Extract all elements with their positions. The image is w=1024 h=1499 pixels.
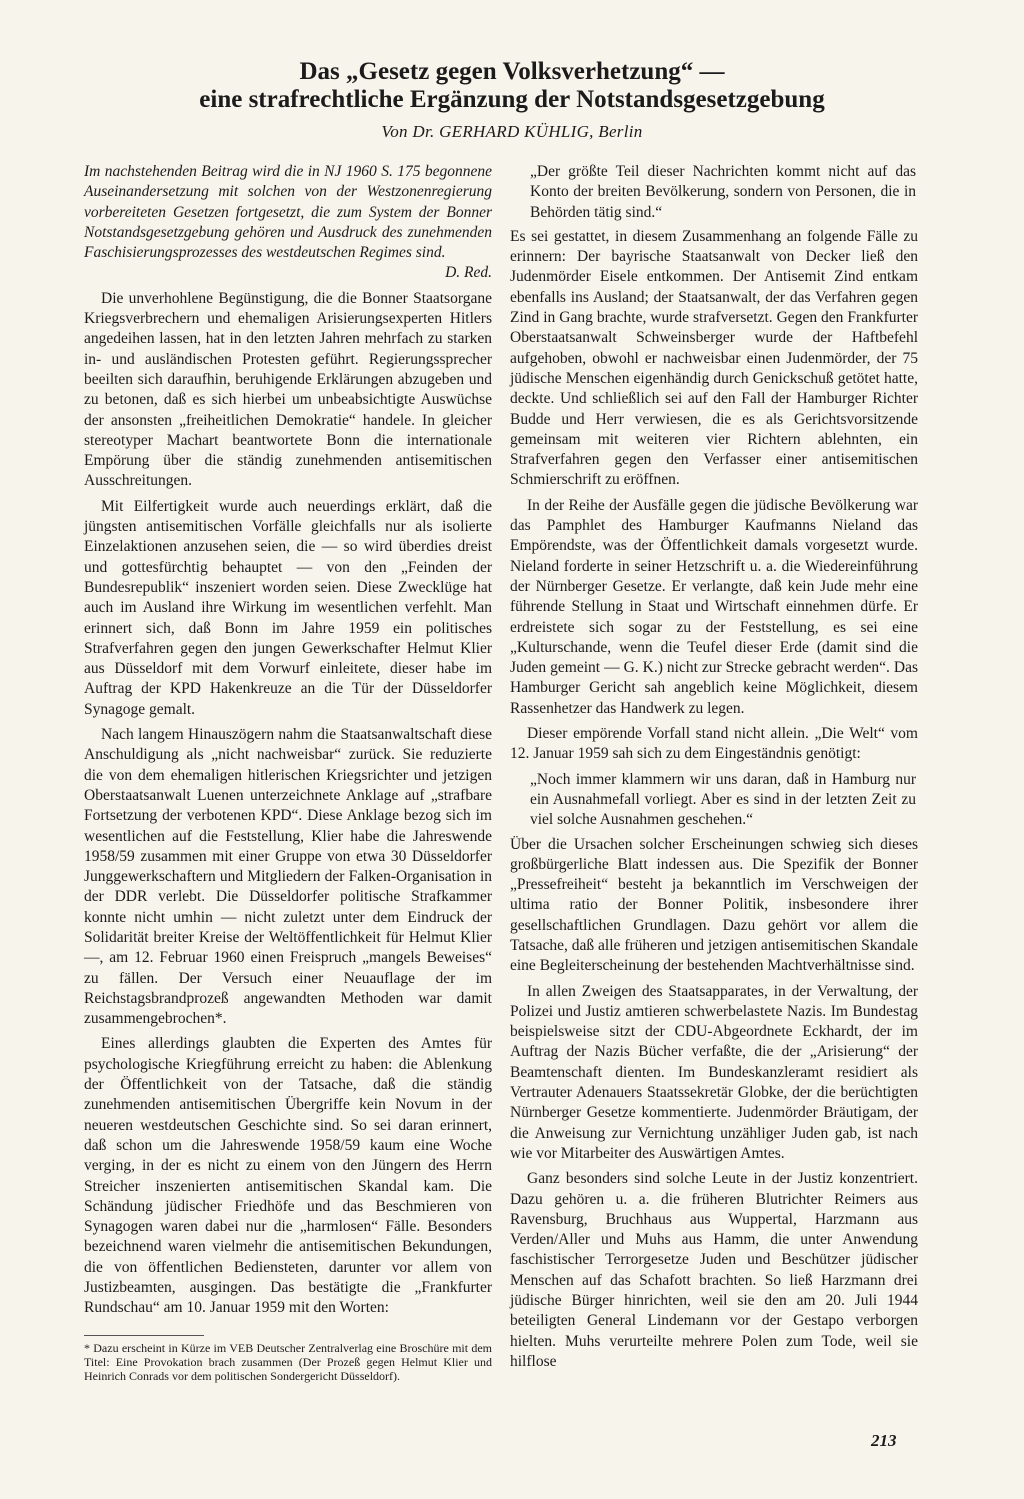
paragraph: Dieser empörende Vorfall stand nicht allein. „Die Welt“ vom 12. Januar 1959 sah sich zu dem Eingeständnis genötigt:	[510, 725, 918, 763]
paragraph: Ganz besonders sind solche Leute in der Justiz konzentriert. Dazu gehören u. a. die früheren Blutrichter Reimers aus Ravensburg, Bruchhaus aus Wuppertal, Harzmann aus Verden/Aller und Muhs aus Hamm, die unter Anwendung faschistischer Terrorgesetze Juden und Beschützer jüdischer Menschen auf das Schafott brachten. So ließ Harzmann drei jüdische Bürger hinrichten, weil sie den am 20. Juli 1944 beteiligten General Lindemann vor der Gestapo verborgen hielten. Muhs verurteilte mehrere Polen zum Tode, weil sie hilflose	[510, 1170, 918, 1370]
paragraph: Eines allerdings glaubten die Experten des Amtes für psychologische Kriegführung erreicht zu haben: die Ablenkung der Öffentlichkeit von der Tatsache, daß die ständig zunehmenden antisemitischen Übergriffe kein Novum in der neueren westdeutschen Geschichte sind. So sei daran erinnert, daß schon um die Jahreswende 1958/59 kaum eine Woche verging, in der es nicht zu einem von den Jüngern des Herrn Streicher inszenierten antisemitischen Skandal kam. Die Schändung jüdischer Friedhöfe und das Beschmieren von Synagogen waren dabei nur die „harmlosen“ Fälle. Besonders bezeichnend waren vielmehr die antisemitischen Bekundungen, die von öffentlichen Bediensteten, darunter vor allem von Justizbeamten, ausgingen. Das bestätigte die „Frankfurter Rundschau“ am 10. Januar 1959 mit den Worten:	[84, 1035, 492, 1317]
paragraph: In der Reihe der Ausfälle gegen die jüdische Bevölkerung war das Pamphlet des Hamburger Kaufmanns Nieland das Empörendste, was der Öffentlichkeit damals vorgesetzt wurde. Nieland forderte in seiner Hetzschrift u. a. die Wiedereinführung der Nürnberger Gesetze. Er verlangte, daß kein Jude mehr eine führende Stellung in Staat und Wirtschaft einnehmen dürfe. Er erdreistete sich sogar zu der Feststellung, es sei eine „Kulturschande, wenn die Teufel dieser Erde (damit sind die Juden gemeint — G. K.) nicht zur Strecke gebracht werden“. Das Hamburger Gericht sah angeblich keine Möglichkeit, diesem Rassenhetzer das Handwerk zu legen.	[510, 496, 918, 717]
editor-note-text: Im nachstehenden Beitrag wird die in NJ 1960 S. 175 begonnene Auseinandersetzung mit solchen von der Westzonenregierung vorbereiteten Gesetzen fortgesetzt, die zum System der Bonner Notstandsgesetzgebung gehören und Ausdruck des zunehmenden Faschisierungsprozesses des westdeutschen Regimes sind.	[84, 163, 492, 262]
article-author: Von Dr. GERHARD KÜHLIG, Berlin	[381, 122, 643, 141]
editor-signature: D. Red.	[445, 264, 492, 282]
block-quote: „Noch immer klammern wir uns daran, daß in Hamburg nur ein Ausnahmefall vorliegt. Aber es sind in der letzten Zeit zu viel solche Ausnahmen geschehen.“	[530, 770, 916, 829]
right-column	[510, 162, 918, 1377]
paragraph: Über die Ursachen solcher Erscheinungen schwieg sich dieses großbürgerliche Blatt indessen aus. Die Spezifik der Bonner „Pressefreiheit“ besteht ja bekanntlich im Verschweigen der ultima ratio der Bonner Politik, insbesondere ihrer gesellschaftlichen Grundlagen. Dazu gehört vor allem die Tatsache, daß alle früheren und jetzigen antisemitischen Skandale eine Begleiterscheinung der bestehenden Machtverhältnisse sind.	[510, 835, 918, 975]
paragraph: Mit Eilfertigkeit wurde auch neuerdings erklärt, daß die jüngsten antisemitischen Vorfälle gleichfalls nur als isolierte Einzelaktionen anzusehen seien, die — so wird überdies dreist und gottesfürchtig behauptet — von den „Feinden der Bundesrepublik“ inszeniert worden seien. Diese Zwecklüge hat auch im Ausland ihre Wirkung im wesentlichen verfehlt. Man erinnert sich, daß Bonn im Jahre 1959 ein politisches Strafverfahren gegen den jungen Gewerkschafter Helmut Klier aus Düsseldorf mit dem Vorwurf einleitete, dieser habe im Auftrag der KPD Hakenkreuze an die Tür der Düsseldorfer Synagoge gemalt.	[84, 497, 492, 718]
title-line-1: Das „Gesetz gegen Volksverhetzung“ —	[299, 58, 725, 85]
title-line-2: eine strafrechtliche Ergänzung der Notstandsgesetzgebung	[199, 86, 825, 113]
block-quote: „Der größte Teil dieser Nachrichten kommt nicht auf das Konto der breiten Bevölkerung, sondern von Personen, die in Behörden tätig sind.“	[530, 163, 916, 221]
paragraph: In allen Zweigen des Staatsapparates, in der Verwaltung, der Polizei und Justiz amtieren schwerbelastete Nazis. Im Bundestag beispielsweise sitzt der CDU-Abgeordnete Eckhardt, der im Auftrag der Nazis Bücher verfaßte, die der „Arisierung“ der Beamtenschaft dienten. Im Bundeskanzleramt residiert als Vertrauter Adenauers Staatssekretär Globke, der die berüchtigten Nürnberger Gesetze kommentierte. Judenmörder Bräutigam, der die Anweisung zur Vernichtung unzähliger Juden gab, ist nach wie vor Mitarbeiter des Auswärtigen Amtes.	[510, 982, 918, 1162]
editor-note	[84, 162, 492, 284]
left-column	[84, 162, 492, 1383]
footnote: * Dazu erscheint in Kürze im VEB Deutscher Zentralverlag eine Broschüre mit dem Titel: Eine Provokation brach zusammen (Der Prozeß gegen Helmut Klier und Heinrich Conrads vor dem politischen Sondergericht Düsseldorf).	[84, 1340, 492, 1383]
paragraph: Es sei gestattet, in diesem Zusammenhang an folgende Fälle zu erinnern: Der bayrische Staatsanwalt von Decker ließ den Judenmörder Eisele entkommen. Der Antisemit Zind entkam ebenfalls ins Ausland; der Staatsanwalt, der das Verfahren gegen Zind in Gang brachte, wurde strafversetzt. Gegen den Frankfurter Oberstaatsanwalt Schweinsberger wurde der Haftbefehl aufgehoben, obwohl er nachweisbar einen Judenmörder, der 75 jüdische Menschen eigenhändig durch Genickschuß getötet hatte, deckte. Und schließlich sei auf den Fall der Hamburger Richter Budde und Herr verwiesen, die es als Gerichtsvorsitzende gemeinsam mit weiteren vier Richtern ablehnten, ein Strafverfahren gegen den Verfasser einer antisemitischen Schmierschrift zu eröffnen.	[510, 227, 918, 489]
paragraph: Nach langem Hinauszögern nahm die Staatsanwaltschaft diese Anschuldigung als „nicht nachweisbar“ zurück. Sie reduzierte die von dem ehemaligen hitlerischen Kriegsrichter und jetzigen Oberstaatsanwalt Luenen unterzeichnete Anklage auf „strafbare Fortsetzung der verbotenen KPD“. Diese Anklage bezog sich im wesentlichen auf die Feststellung, Klier habe die Jahreswende 1958/59 zusammen mit einer Gruppe von etwa 30 Düsseldorfer Junggewerkschaftern und Mitgliedern der Falken-Organisation in der DDR verlebt. Die Düsseldorfer politische Strafkammer konnte nicht umhin — nicht zuletzt unter dem Eindruck der Solidarität breiter Kreise der Weltöffentlichkeit für Helmut Klier —, am 12. Februar 1960 einen Freispruch „mangels Beweises“ zu fällen. Der Versuch einer Neuauflage der im Reichstagsbrandprozeß angewandten Methoden war damit zusammengebrochen*.	[84, 726, 492, 1028]
paragraph: Die unverhohlene Begünstigung, die die Bonner Staatsorgane Kriegsverbrechern und ehemaligen Arisierungsexperten Hitlers angedeihen lassen, hat in den letzten Jahren mehrfach zu starken in- und ausländischen Protesten geführt. Regierungssprecher beeilten sich daraufhin, beruhigende Erklärungen abzugeben und zu betonen, daß es sich hierbei um unbeabsichtigte Auswüchse der ansonsten „freiheitlichen Demokratie“ handele. In gleicher stereotyper Machart beantwortete Bonn die internationale Empörung über die ständig zunehmenden antisemitischen Ausschreitungen.	[84, 289, 492, 490]
article-title	[0, 58, 1024, 114]
page-number: 213	[871, 1431, 897, 1450]
footnote-divider	[84, 1335, 204, 1336]
